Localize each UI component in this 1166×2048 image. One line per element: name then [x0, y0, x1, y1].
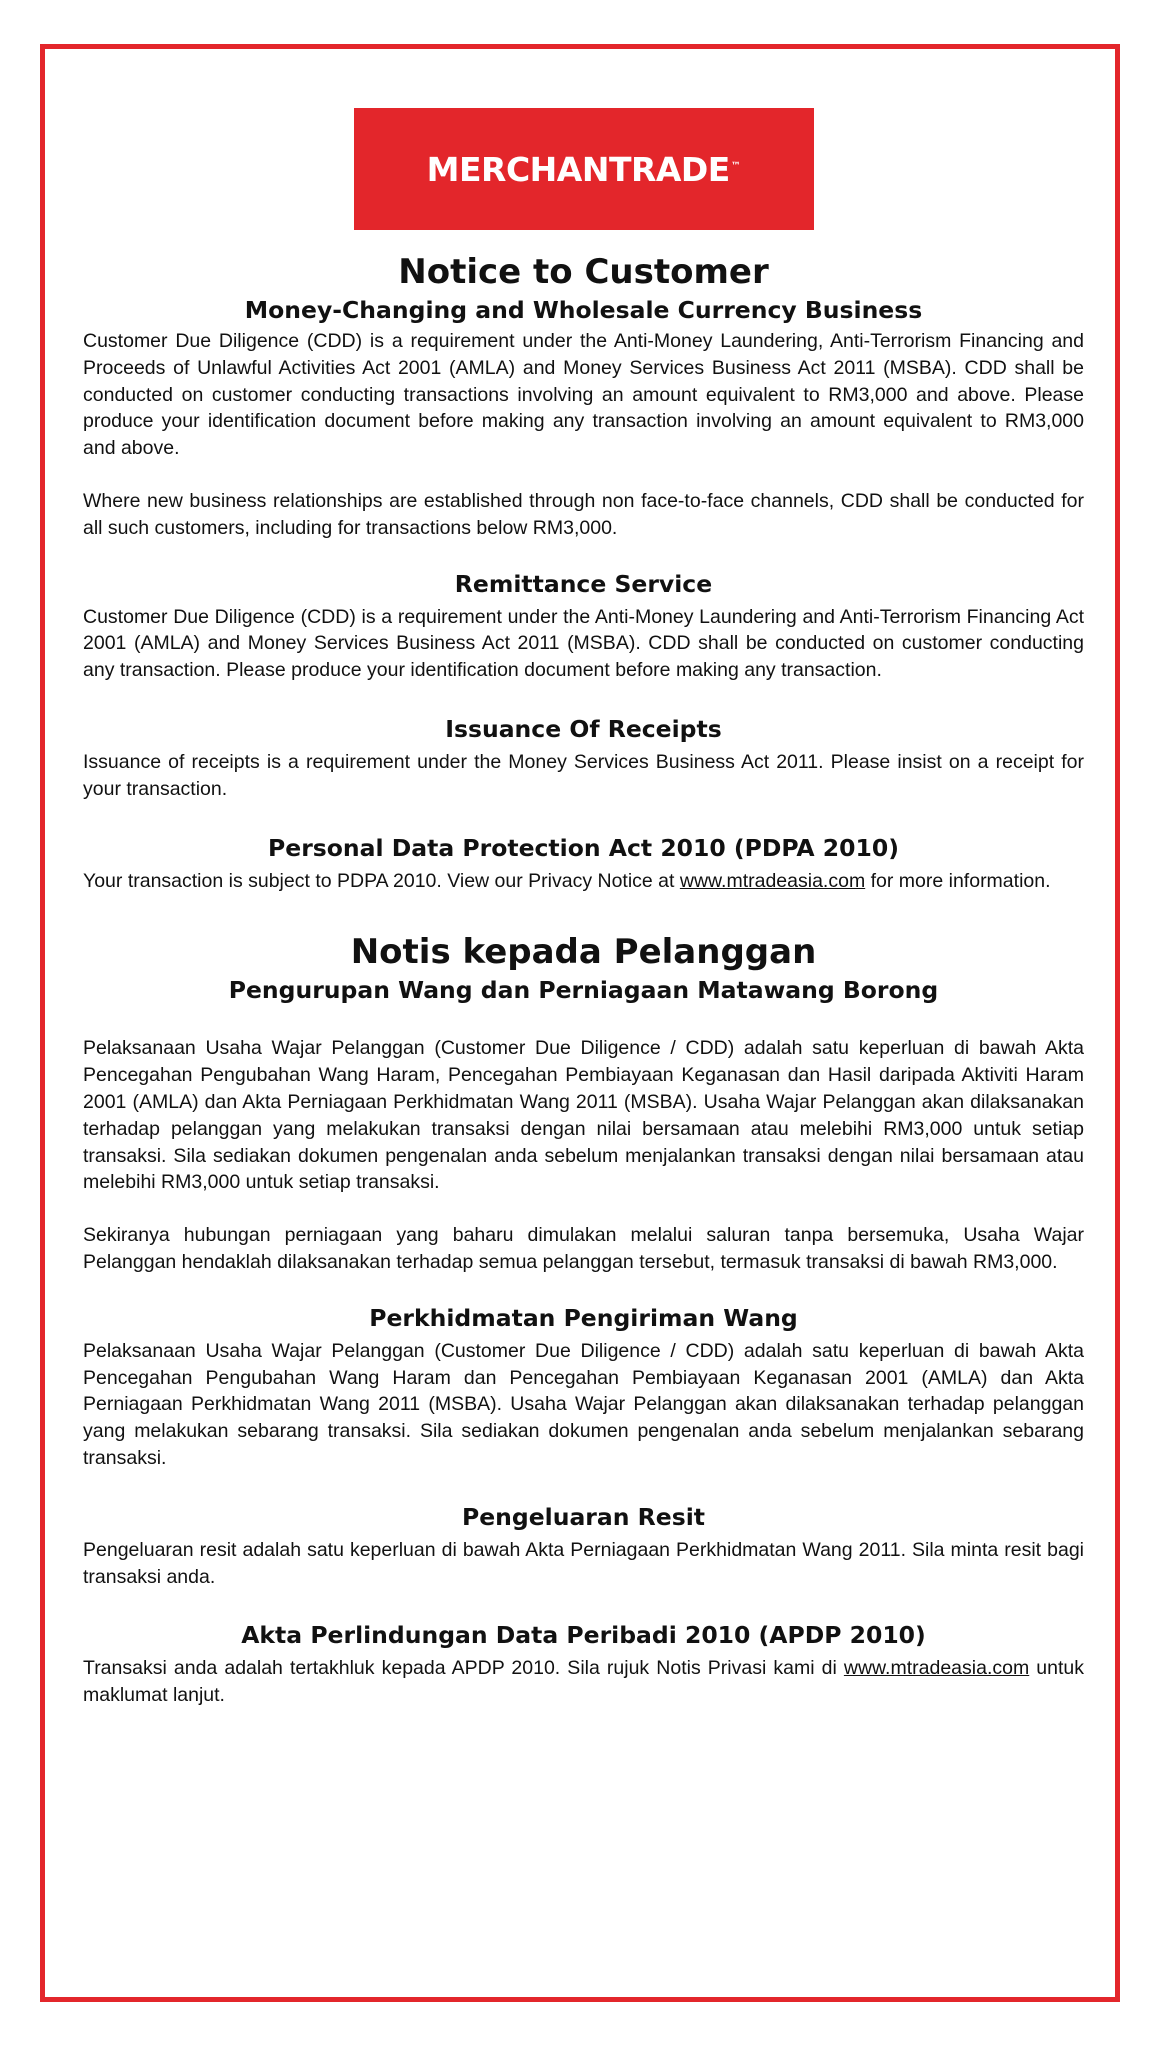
ms-privacy-link[interactable]: www.mtradeasia.com: [843, 1657, 1030, 1680]
en-money-changing-para-2: Where new business relationships are established through non face-to-face channels, CDD shall be conducted for all such customers, including for transactions below RM3,000.: [83, 489, 1084, 539]
en-money-changing-heading: Money-Changing and Wholesale Currency Business: [244, 296, 923, 324]
ms-pdpa-para: Transaksi anda adalah tertakhluk kepada APDP 2010. Sila rujuk Notis Privasi kami di www.mtradeasia.com untuk maklumat lanjut.: [83, 1657, 1084, 1707]
en-remittance-para: Customer Due Diligence (CDD) is a requirement under the Anti-Money Laundering and Anti-Terrorism Financing Act 2001 (AMLA) and Money Services Business Act 2011 (MSBA). CDD shall be conducted on customer conducting any transaction. Please produce your identification document before making any transaction.: [83, 605, 1084, 682]
ms-receipts-heading: Pengeluaran Resit: [462, 1502, 705, 1531]
merchantrade-logo: [354, 108, 814, 230]
ms-receipts-para: Pengeluaran resit adalah satu keperluan di bawah Akta Perniagaan Perkhidmatan Wang 2011. Sila minta resit bagi transaksi anda.: [83, 1538, 1084, 1588]
ms-remittance-heading: Perkhidmatan Pengiriman Wang: [369, 1303, 798, 1332]
logo-wordmark: MERCHANTRADE™: [426, 149, 741, 189]
trademark-symbol: ™: [730, 160, 741, 172]
en-pdpa-para: Your transaction is subject to PDPA 2010. View our Privacy Notice at www.mtradeasia.com for more information.: [83, 869, 1051, 892]
ms-money-changing-heading: Pengurupan Wang dan Perniagaan Matawang Borong: [228, 976, 939, 1005]
en-money-changing-para-1: Customer Due Diligence (CDD) is a requirement under the Anti-Money Laundering, Anti-Terrorism Financing and Proceeds of Unlawful Activities Act 2001 (AMLA) and Money Services Business Act 2011 (MSBA). CDD shall be conducted on customer conducting transactions involving an amount equivalent to RM3,000 and above. Please produce your identification document before making any transaction involving an amount equivalent to RM3,000 and above.: [83, 330, 1084, 460]
ms-pdpa-heading: Akta Perlindungan Data Peribadi 2010 (APDP 2010): [241, 1621, 926, 1650]
en-remittance-heading: Remittance Service: [454, 569, 713, 598]
english-title: Notice to Customer: [398, 252, 769, 292]
ms-remittance-para: Pelaksanaan Usaha Wajar Pelanggan (Customer Due Diligence / CDD) adalah satu keperluan di bawah Akta Pencegahan Pengubahan Wang Haram dan Pencegahan Pembiayaan Keganasan 2001 (AMLA) dan Akta Perniagaan Perkhidmatan Wang 2011 (MSBA). Usaha Wajar Pelanggan akan dilaksanakan terhadap pelanggan yang melakukan sebarang transaksi. Sila sediakan dokumen pengenalan anda sebelum menjalankan sebarang transaksi.: [83, 1339, 1084, 1469]
ms-money-changing-para-2: Sekiranya hubungan perniagaan yang baharu dimulakan melalui saluran tanpa bersemuka, Usaha Wajar Pelanggan hendaklah dilaksanakan terhadap semua pelanggan tersebut, termasuk transaksi di bawah RM3,000.: [83, 1224, 1084, 1273]
ms-money-changing-para-1: Pelaksanaan Usaha Wajar Pelanggan (Customer Due Diligence / CDD) adalah satu keperluan di bawah Akta Pencegahan Pengubahan Wang Haram, Pencegahan Pembiayaan Keganasan dan Hasil daripada Aktiviti Haram 2001 (AMLA) dan Akta Perniagaan Perkhidmatan Wang 2011 (MSBA). Usaha Wajar Pelanggan akan dilaksanakan terhadap pelanggan yang melakukan transaksi dengan nilai bersamaan atau melebihi RM3,000 untuk setiap transaksi. Sila sediakan dokumen pengenalan anda sebelum menjalankan transaksi dengan nilai bersamaan atau melebihi RM3,000 untuk setiap transaksi.: [83, 1037, 1084, 1194]
malay-title: Notis kepada Pelanggan: [350, 932, 817, 973]
notice-content: [83, 108, 1084, 1709]
en-receipts-para: Issuance of receipts is a requirement under the Money Services Business Act 2011. Please insist on a receipt for your transaction.: [83, 750, 1084, 800]
en-receipts-heading: Issuance Of Receipts: [445, 714, 722, 743]
en-privacy-link[interactable]: www.mtradeasia.com: [679, 869, 866, 892]
en-pdpa-heading: Personal Data Protection Act 2010 (PDPA 2010): [268, 833, 899, 862]
